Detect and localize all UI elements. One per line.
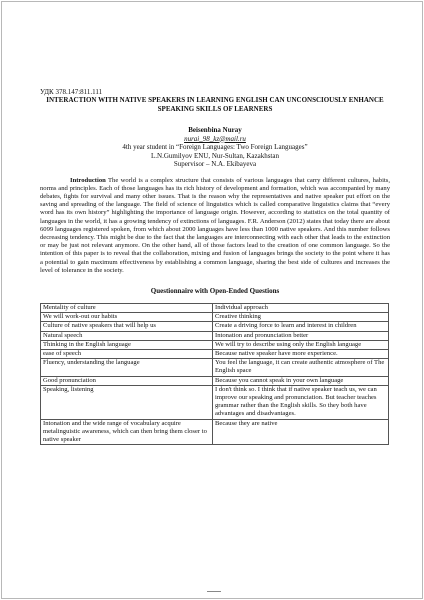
table-row [41,340,389,349]
table-cell-left: Intonation and the wide range of vocabulary acquire metalinguistic awareness, which can then bring them closer to native speaker [41,419,213,445]
table-row [41,331,389,340]
table-cell-right: You feel the language, it can create authentic atmosphere of The English space [213,359,389,376]
article-body [40,88,390,445]
table-cell-right: Intonation and pronunciation better [213,331,389,340]
table-row [41,322,389,331]
table-cell-left: Mentality of culture [41,303,213,312]
document-page [1,1,423,599]
table-cell-left: Fluency, understanding the language [41,359,213,376]
table-cell-right: I don't think so. I think that if native speaker teach us, we can improve our speaking and pronunciation. But teacher teaches grammar rather than the English skills. So they both have advantages and disadvantages. [213,385,389,419]
author-university: L.N.Gumilyov ENU, Nur-Sultan, Kazakhstan [151,151,279,160]
table-cell-right: Create a driving force to learn and interest in children [213,322,389,331]
table-cell-right: Because they are native [213,419,389,445]
table-cell-right: Because you cannot speak in your own language [213,376,389,385]
table-cell-right: Creative thinking [213,313,389,322]
table-row [41,359,389,376]
author-name: Beisenbina Nuray [188,126,242,134]
table-row [41,376,389,385]
introduction-heading: Introduction [70,176,106,184]
introduction-text: The world is a complex structure that consists of various languages that carry different cultures, habits, norms and principles. Each of those languages has its rich history of development and formation, which was accompanied by many debates, fights for survival and many other issues. That is the reason why the representatives and native speaker put effort on the saving and spreading of the language. The field of science of linguistics which is called comparative linguistics claims that “every word has its own history” highlighting the importance of language origin. However, according to statistics on the total quantity of languages in the world, it has a growing tendency of extinctions of languages. F.R. Anderson (2012) states that today there are about 6099 languages registered spoken, from which about 2000 languages have less than 1000 native speakers. And this number follows decreasing tendency. This might be due to the fact that the languages are interconnecting with each other that leads to the extinction or may be just not relevant anymore. On the other hand, all of those factors lead to the creation of one common language. So the intention of this paper is to reveal that the collaboration, mixing and fusion of languages brings the society to the point where it has a potential to gain maximum effectiveness by establishing a common language, sharing the best side of cultures and increases the level of tolerance in the society. [40,176,390,274]
table-cell-left: We will work-out our habits [41,313,213,322]
author-supervisor: Supervisor – N.A. Ekibayeva [173,160,257,168]
table-cell-left: Natural speech [41,331,213,340]
table-row [41,349,389,358]
author-email[interactable]: nurai_98_kz@mail.ru [184,134,246,143]
questionnaire-rows [41,303,389,444]
table-cell-right: Because native speaker have more experience. [213,349,389,358]
table-row [41,313,389,322]
introduction-paragraph [40,177,390,275]
author-program: 4th year student in “Foreign Languages: Two Foreign Languages” [122,143,308,151]
table-cell-left: Culture of native speakers that will help us [41,322,213,331]
table-cell-left: Speaking, listening [41,385,213,419]
table-row [41,303,389,312]
table-cell-left: Good pronunciation [41,376,213,385]
table-cell-right: We will try to describe using only the English language [213,340,389,349]
page-number-mark [207,591,221,592]
table-cell-right: Individual approach [213,303,389,312]
table-row [41,419,389,445]
udk-code: УДК 378.147:811.111 [40,88,103,96]
questionnaire-title: Questionnaire with Open-Ended Questions [150,286,280,295]
table-cell-left: Thinking in the English language [41,340,213,349]
table-row [41,385,389,419]
questionnaire-table [40,303,389,445]
table-cell-left: ease of speech [41,349,213,358]
article-title: INTERACTION WITH NATIVE SPEAKERS IN LEARNING ENGLISH CAN UNCONSCIOUSLY ENHANCE SPEAKING SKILLS OF LEARNERS [46,96,384,113]
author-affiliation [40,135,390,169]
